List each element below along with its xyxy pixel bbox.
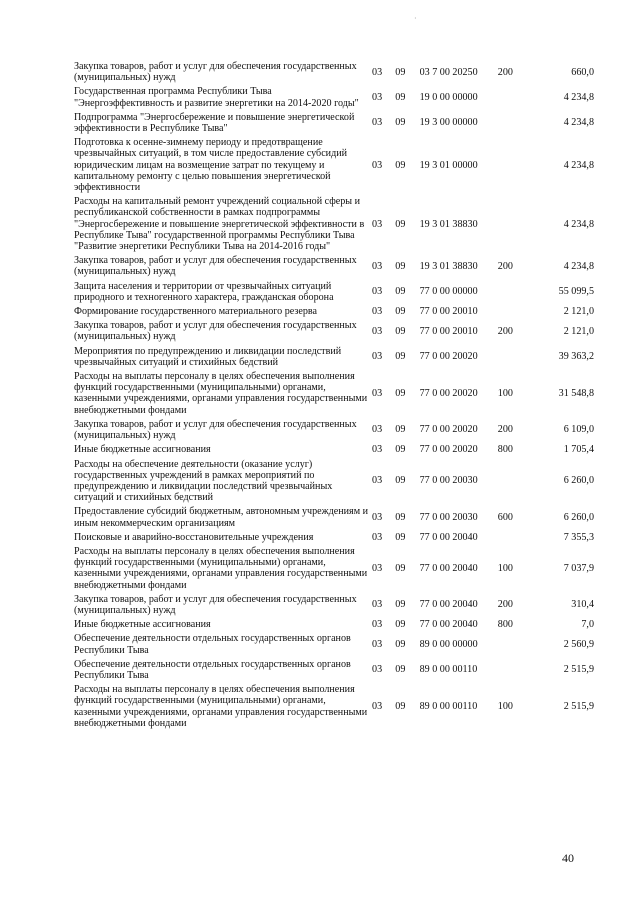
- row-target-article-code: 77 0 00 20030: [419, 511, 478, 523]
- row-target-article-code: 77 0 00 20020: [419, 444, 478, 456]
- table-row: [74, 196, 594, 255]
- row-target-article-code: 77 0 00 20010: [419, 325, 478, 337]
- row-subsection-code: 09: [395, 306, 406, 318]
- table-row: [74, 619, 594, 633]
- row-amount: 7 037,9: [563, 562, 594, 574]
- row-section-code: 03: [372, 700, 383, 712]
- row-expense-type-code: [498, 346, 534, 371]
- row-subsection-code: 09: [395, 387, 406, 399]
- budget-table: [74, 61, 594, 732]
- row-section-code: 03: [372, 638, 383, 650]
- table-row: [74, 444, 594, 458]
- row-expense-type-code: 200: [497, 325, 513, 337]
- row-target-article-code: 19 3 01 38830: [419, 218, 478, 230]
- row-subsection-code: 09: [395, 664, 406, 676]
- row-target-article-code: 77 0 00 20020: [419, 424, 478, 436]
- row-subsection-code: 09: [395, 531, 406, 543]
- row-target-article-code: 77 0 00 20040: [419, 562, 478, 574]
- row-target-article-code: 77 0 00 00000: [419, 286, 478, 298]
- row-section-code: 03: [372, 664, 383, 676]
- table-row: [74, 306, 594, 320]
- row-target-article-code: 19 3 01 00000: [419, 159, 478, 171]
- row-section-code: 03: [372, 599, 383, 611]
- row-target-article-code: 77 0 00 20040: [419, 531, 478, 543]
- row-name: Расходы на выплаты персоналу в целях обеспечения выполнения функций государственными (муниципальными) органами, казенными учреждениями, органами управления государственными внебюджетными фондами: [74, 371, 368, 416]
- row-amount: 2 121,0: [563, 306, 594, 318]
- row-expense-type-code: [498, 633, 534, 658]
- table-row: [74, 137, 594, 196]
- row-subsection-code: 09: [395, 260, 406, 272]
- row-amount: 310,4: [571, 599, 594, 611]
- row-target-article-code: 89 0 00 00110: [419, 700, 478, 712]
- row-name: Иные бюджетные ассигнования: [74, 619, 211, 631]
- table-row: [74, 684, 594, 732]
- row-expense-type-code: [498, 532, 534, 546]
- row-subsection-code: 09: [395, 325, 406, 337]
- page-number: 40: [562, 851, 574, 865]
- table-row: [74, 281, 594, 306]
- row-subsection-code: 09: [395, 66, 406, 78]
- row-expense-type-code: 800: [497, 619, 513, 631]
- row-name: Иные бюджетные ассигнования: [74, 444, 211, 456]
- table-row: [74, 633, 594, 658]
- row-target-article-code: 89 0 00 00110: [419, 664, 478, 676]
- row-amount: 1 705,4: [563, 444, 594, 456]
- row-amount: 660,0: [571, 66, 594, 78]
- row-section-code: 03: [372, 619, 383, 631]
- row-name: Подготовка к осенне-зимнему периоду и предотвращение чрезвычайных ситуаций, в том числе предоставление субсидий юридическим лицам на возмещение затрат по текущему и капитальному ремонту с целью повышения энергетической эффективности: [74, 137, 348, 194]
- row-subsection-code: 09: [395, 638, 406, 650]
- row-expense-type-code: 100: [497, 562, 513, 574]
- row-subsection-code: 09: [395, 117, 406, 129]
- row-section-code: 03: [372, 218, 383, 230]
- scan-mark: ·: [414, 14, 417, 23]
- row-name: Поисковые и аварийно-восстановительные учреждения: [74, 531, 314, 543]
- row-name: Государственная программа Республики Тыва "Энергоэффективность и развитие энергетики на 2014-2020 годы": [74, 86, 359, 109]
- row-amount: 4 234,8: [563, 218, 594, 230]
- row-section-code: 03: [372, 511, 383, 523]
- budget-table-body: [74, 61, 594, 732]
- row-name: Закупка товаров, работ и услуг для обеспечения государственных (муниципальных) нужд: [74, 320, 357, 343]
- row-amount: 2 121,0: [563, 325, 594, 337]
- row-section-code: 03: [372, 286, 383, 298]
- row-name: Подпрограмма "Энергосбережение и повышение энергетической эффективности в Республике Тыва": [74, 111, 355, 135]
- table-row: [74, 506, 594, 531]
- row-amount: 2 560,9: [563, 638, 594, 650]
- row-name: Закупка товаров, работ и услуг для обеспечения государственных (муниципальных) нужд: [74, 255, 357, 278]
- row-section-code: 03: [372, 66, 383, 78]
- row-amount: 2 515,9: [563, 700, 594, 712]
- row-target-article-code: 19 0 00 00000: [419, 92, 478, 103]
- row-name: Защита населения и территории от чрезвычайных ситуаций природного и техногенного характера, гражданская оборона: [74, 280, 334, 303]
- row-section-code: 03: [372, 260, 383, 272]
- row-section-code: 03: [372, 325, 383, 337]
- table-row: [74, 659, 594, 684]
- table-row: [74, 86, 594, 111]
- row-expense-type-code: 200: [497, 424, 513, 436]
- row-name: Обеспечение деятельности отдельных государственных органов Республики Тыва: [74, 658, 351, 681]
- row-expense-type-code: [498, 196, 534, 255]
- row-amount: 4 234,8: [563, 117, 594, 129]
- row-expense-type-code: 200: [497, 599, 513, 611]
- row-expense-type-code: 200: [497, 260, 513, 272]
- row-amount: 31 548,8: [558, 387, 594, 399]
- row-section-code: 03: [372, 562, 383, 574]
- table-row: [74, 594, 594, 619]
- row-expense-type-code: [498, 459, 534, 507]
- table-row: [74, 532, 594, 546]
- row-amount: 6 260,0: [563, 511, 594, 523]
- row-subsection-code: 09: [395, 92, 406, 103]
- table-row: [74, 371, 594, 419]
- row-section-code: 03: [372, 92, 383, 103]
- row-subsection-code: 09: [395, 619, 406, 631]
- row-target-article-code: 77 0 00 20020: [419, 351, 478, 363]
- row-amount: 4 234,8: [563, 92, 594, 103]
- row-target-article-code: 77 0 00 20020: [419, 387, 478, 399]
- row-name: Расходы на обеспечение деятельности (оказание услуг) государственных учреждений в рамках мероприятий по предупреждению и ликвидации последствий чрезвычайных ситуаций и стихийных бедствий: [74, 458, 333, 504]
- row-name: Закупка товаров, работ и услуг для обеспечения государственных (муниципальных) нужд: [74, 593, 357, 616]
- row-subsection-code: 09: [395, 562, 406, 574]
- row-name: Расходы на выплаты персоналу в целях обеспечения выполнения функций государственными (муниципальными) органами, казенными учреждениями, органами управления государственными внебюджетными фондами: [74, 545, 368, 591]
- row-subsection-code: 09: [395, 444, 406, 456]
- row-subsection-code: 09: [395, 599, 406, 611]
- row-target-article-code: 19 3 01 38830: [419, 260, 478, 272]
- row-expense-type-code: 200: [497, 66, 513, 78]
- row-name: Закупка товаров, работ и услуг для обеспечения государственных (муниципальных) нужд: [74, 418, 357, 442]
- row-amount: 55 099,5: [558, 286, 594, 298]
- row-section-code: 03: [372, 306, 383, 318]
- table-row: [74, 346, 594, 371]
- row-expense-type-code: [498, 137, 534, 196]
- row-name: Мероприятия по предупреждению и ликвидации последствий чрезвычайных ситуаций и стихийных бедствий: [74, 345, 342, 368]
- row-section-code: 03: [372, 424, 383, 436]
- row-subsection-code: 09: [395, 511, 406, 523]
- row-amount: 6 260,0: [563, 475, 594, 487]
- row-amount: 7 355,3: [563, 531, 594, 543]
- row-target-article-code: 77 0 00 20040: [419, 599, 478, 611]
- table-row: [74, 255, 594, 280]
- row-section-code: 03: [372, 531, 383, 543]
- table-row: [74, 320, 594, 345]
- row-subsection-code: 09: [395, 424, 406, 436]
- row-amount: 2 515,9: [563, 664, 594, 676]
- row-amount: 6 109,0: [563, 424, 594, 436]
- row-subsection-code: 09: [395, 159, 406, 171]
- row-expense-type-code: 800: [497, 444, 513, 456]
- row-target-article-code: 77 0 00 20030: [419, 475, 478, 487]
- row-name: Формирование государственного материального резерва: [74, 306, 317, 318]
- row-section-code: 03: [372, 159, 383, 171]
- row-target-article-code: 77 0 00 20010: [419, 306, 478, 318]
- row-section-code: 03: [372, 387, 383, 399]
- row-name: Закупка товаров, работ и услуг для обеспечения государственных (муниципальных) нужд: [74, 61, 357, 84]
- row-subsection-code: 09: [395, 351, 406, 363]
- row-amount: 4 234,8: [563, 260, 594, 272]
- table-row: [74, 546, 594, 594]
- row-target-article-code: 03 7 00 20250: [419, 66, 478, 78]
- row-expense-type-code: 100: [497, 700, 513, 712]
- table-row: [74, 61, 594, 86]
- row-expense-type-code: [498, 659, 534, 684]
- row-section-code: 03: [372, 351, 383, 363]
- row-amount: 7,0: [581, 619, 594, 631]
- table-row: [74, 459, 594, 507]
- row-section-code: 03: [372, 117, 383, 129]
- row-expense-type-code: [498, 86, 534, 111]
- row-subsection-code: 09: [395, 286, 406, 298]
- row-name: Расходы на капитальный ремонт учреждений социальной сферы и республиканской собственности в рамках подпрограммы "Энергосбережение и повышение энергетической эффективности в Республике Тыва" государственной программы Республики Тыва "Развитие энергетики Республики Тыва на 2014-2016 годы": [74, 196, 365, 253]
- row-target-article-code: 89 0 00 00000: [419, 638, 478, 650]
- row-section-code: 03: [372, 444, 383, 456]
- table-row: [74, 419, 594, 444]
- row-amount: 39 363,2: [558, 351, 594, 363]
- row-expense-type-code: [498, 281, 534, 306]
- row-expense-type-code: 100: [497, 387, 513, 399]
- row-subsection-code: 09: [395, 218, 406, 230]
- row-name: Предоставление субсидий бюджетным, автономным учреждениям и иным некоммерческим организациям: [74, 506, 369, 529]
- row-section-code: 03: [372, 475, 383, 487]
- row-target-article-code: 77 0 00 20040: [419, 619, 478, 631]
- row-target-article-code: 19 3 00 00000: [419, 117, 478, 129]
- row-expense-type-code: [498, 112, 534, 137]
- row-expense-type-code: [498, 306, 534, 320]
- row-name: Расходы на выплаты персоналу в целях обеспечения выполнения функций государственными (муниципальными) органами, казенными учреждениями, органами управления государственными внебюджетными фондами: [74, 684, 368, 729]
- table-row: [74, 112, 594, 137]
- row-subsection-code: 09: [395, 700, 406, 712]
- row-expense-type-code: 600: [497, 511, 513, 523]
- row-amount: 4 234,8: [563, 159, 594, 171]
- row-name: Обеспечение деятельности отдельных государственных органов Республики Тыва: [74, 633, 351, 656]
- row-subsection-code: 09: [395, 475, 406, 487]
